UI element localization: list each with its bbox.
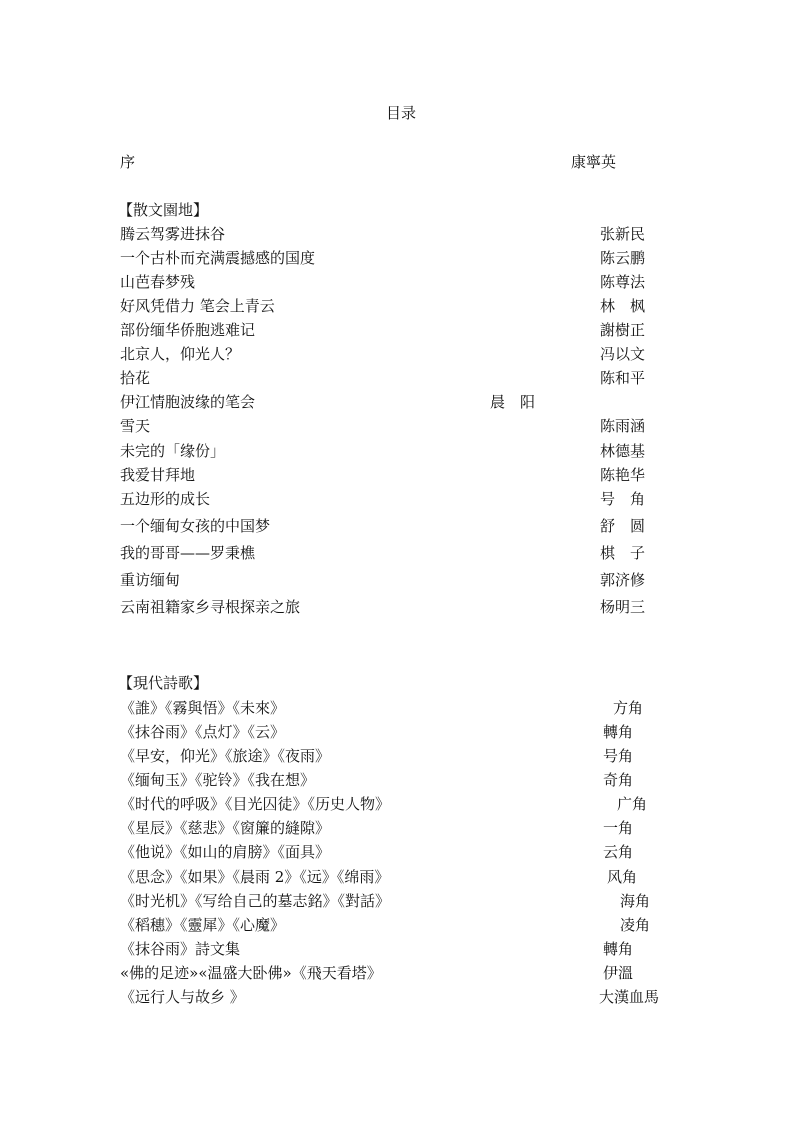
- poetry-entry: [120, 938, 680, 958]
- prose-entry: [120, 247, 680, 267]
- prose-entry: [120, 295, 680, 315]
- prose-entry-title: 未完的「缘份」: [120, 442, 226, 460]
- prose-entry: [120, 488, 680, 508]
- prose-entry-title: 我的哥哥——罗秉樵: [120, 544, 256, 562]
- prose-entry-author: 林德基: [600, 442, 646, 460]
- prose-entry-author: 冯以文: [600, 345, 646, 363]
- poetry-entry-author: 海角: [620, 892, 651, 910]
- poetry-entry: [120, 986, 680, 1006]
- poetry-entry-title: 《星辰》《慈悲》《窗簾的縫隙》: [120, 819, 331, 837]
- poetry-entry: [120, 721, 680, 741]
- prose-entry-author: 号 角: [600, 490, 646, 508]
- prose-entry: [120, 271, 680, 291]
- poetry-entry: [120, 697, 680, 717]
- prose-entry: [120, 343, 680, 363]
- prose-entry: [120, 367, 680, 387]
- poetry-entry-title: 《抹谷雨》《点灯》《云》: [120, 723, 286, 741]
- prose-entry: [120, 319, 680, 339]
- poetry-entry-title: 《他说》《如山的肩膀》《面具》: [120, 843, 331, 861]
- poetry-entry: [120, 769, 680, 789]
- prose-entry-author: 陈艳华: [600, 466, 646, 484]
- prose-entry-author: 舒 圆: [600, 517, 646, 535]
- prose-entry: [120, 464, 680, 484]
- poetry-entry-author: 轉角: [603, 940, 634, 958]
- preface-author: 康寧英: [571, 153, 617, 171]
- poetry-entry-title: 《时代的呼吸》《目光囚徒》《历史人物》: [120, 795, 391, 813]
- prose-entry-author: 陈和平: [600, 369, 646, 387]
- prose-section-heading: 【散文園地】: [118, 201, 209, 219]
- poetry-entry-author: 方角: [613, 699, 644, 717]
- prose-entry-title: 重访缅甸: [120, 571, 181, 589]
- prose-entry-title: 腾云驾雾进抹谷: [120, 225, 226, 243]
- poetry-entry-author: 大漢血馬: [599, 988, 660, 1006]
- prose-entry-title: 北京人，仰光人？: [120, 345, 241, 363]
- prose-entry-title: 我爱甘拜地: [120, 466, 196, 484]
- prose-entry: [120, 223, 680, 243]
- poetry-entry: [120, 817, 680, 837]
- prose-entry-author: 謝樹正: [600, 321, 646, 339]
- poetry-entry-author: 号角: [603, 747, 634, 765]
- poetry-entry-title: 《誰》《霧與悟》《未來》: [120, 699, 286, 717]
- prose-entry-author: 张新民: [600, 225, 646, 243]
- poetry-entry-title: 《稻穗》《靈犀》《心魔》: [120, 916, 286, 934]
- poetry-entry: [120, 745, 680, 765]
- prose-entry: [120, 596, 680, 616]
- prose-entry-title: 云南祖籍家乡寻根探亲之旅: [120, 598, 301, 616]
- poetry-entry: [120, 866, 680, 886]
- poetry-entry-title: 《时光机》《写给自己的墓志銘》《對話》: [120, 892, 391, 910]
- poetry-entry-author: 伊溫: [603, 964, 634, 982]
- poetry-section-heading: 【現代詩歌】: [118, 674, 209, 692]
- poetry-entry-title: 《缅甸玉》《驼铃》《我在想》: [120, 771, 316, 789]
- poetry-entry-title: 《远行人与故乡 》: [120, 988, 245, 1006]
- poetry-entry-title: 《思念》《如果》《晨雨 2》《远》《绵雨》: [120, 868, 390, 886]
- prose-entry: [120, 415, 680, 435]
- prose-entry-author: 棋 子: [600, 544, 646, 562]
- poetry-entry-author: 广角: [617, 795, 648, 813]
- poetry-entry: [120, 841, 680, 861]
- page-title: 目录: [386, 104, 417, 122]
- poetry-entry-author: 奇角: [603, 771, 634, 789]
- poetry-entry-author: 一角: [603, 819, 634, 837]
- prose-entry-title: 五边形的成长: [120, 490, 211, 508]
- poetry-entry: [120, 890, 680, 910]
- prose-entry: [120, 569, 680, 589]
- preface-title: 序: [120, 153, 136, 171]
- prose-entry-author: 杨明三: [600, 598, 646, 616]
- poetry-entry-title: «佛的足迹»«温盛大卧佛»《飛天看塔》: [120, 964, 382, 982]
- prose-entry-author: 林 枫: [600, 297, 646, 315]
- poetry-entry-title: 《早安，仰光》《旅途》《夜雨》: [120, 747, 331, 765]
- prose-entry-author: 陈尊法: [600, 273, 646, 291]
- prose-entry: [120, 440, 680, 460]
- poetry-entry-title: 《抹谷雨》詩文集: [120, 940, 241, 958]
- prose-entry-title: 部份缅华侨胞逃难记: [120, 321, 256, 339]
- prose-entry-title: 拾花: [120, 369, 151, 387]
- prose-entry: [120, 542, 680, 562]
- poetry-entry: [120, 793, 680, 813]
- poetry-entry-author: 云角: [603, 843, 634, 861]
- poetry-entry: [120, 962, 680, 982]
- prose-entry-title: 一个古朴而充满震撼感的国度: [120, 249, 316, 267]
- prose-entry-title: 好风凭借力 笔会上青云: [120, 297, 275, 315]
- prose-entry-title: 一个缅甸女孩的中国梦: [120, 517, 271, 535]
- poetry-entry-author: 风角: [607, 868, 638, 886]
- prose-entry: [120, 391, 680, 411]
- prose-entry-author: 陈云鹏: [600, 249, 646, 267]
- prose-entry-title: 山芭春梦残: [120, 273, 196, 291]
- prose-entry-title: 伊江情胞波缘的笔会: [120, 393, 256, 411]
- prose-entry-author: 郭济修: [600, 571, 646, 589]
- prose-entry-author: 陈雨涵: [600, 417, 646, 435]
- prose-entry-author: 晨 阳: [490, 393, 536, 411]
- poetry-entry-author: 凌角: [620, 916, 651, 934]
- poetry-entry: [120, 914, 680, 934]
- prose-entry: [120, 515, 680, 535]
- prose-entry-title: 雪天: [120, 417, 151, 435]
- poetry-entry-author: 轉角: [603, 723, 634, 741]
